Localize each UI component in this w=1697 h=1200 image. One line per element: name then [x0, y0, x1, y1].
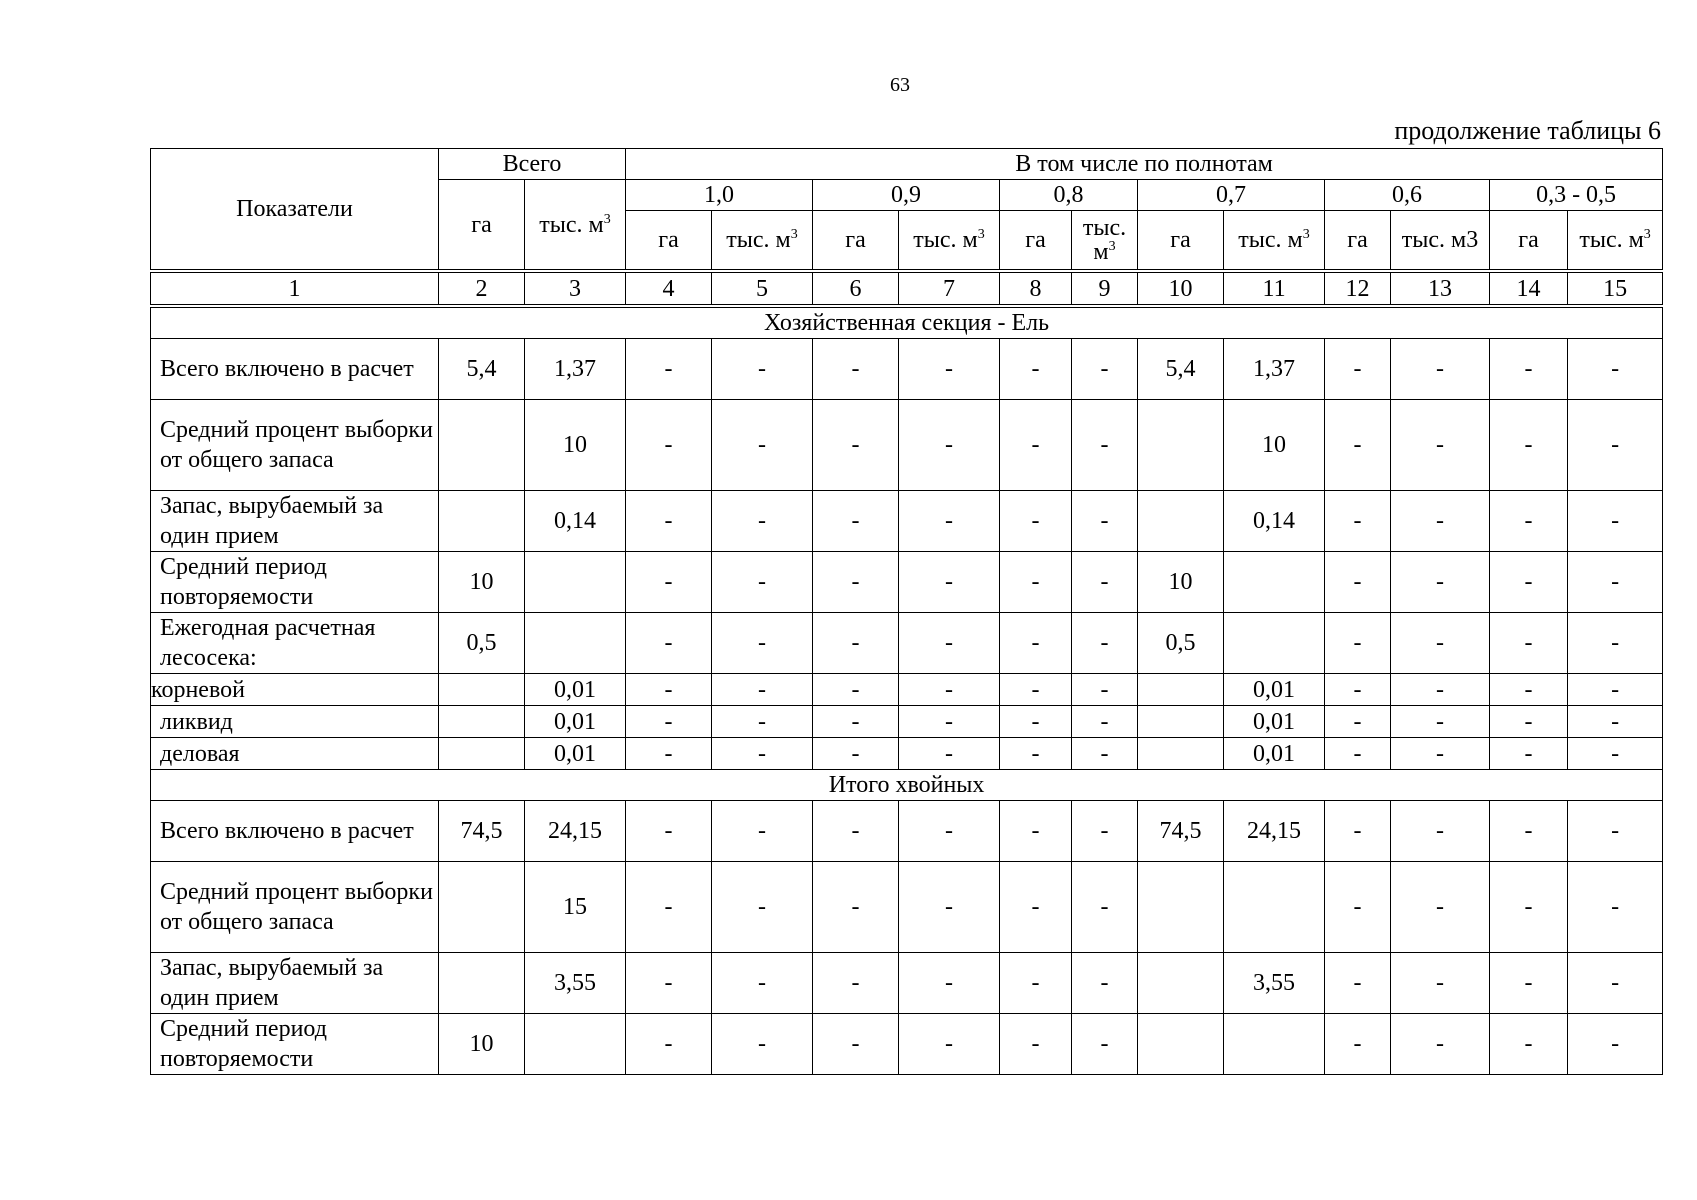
column-number-row [151, 271, 1663, 306]
unit-volume: тыс. $м^3$ [899, 211, 1000, 272]
row-label: Запас, вырубаемый за один прием [151, 953, 439, 1014]
row-label: Средний период повторяемости [151, 552, 439, 613]
table-cell: - [1568, 801, 1663, 862]
table-cell [439, 674, 525, 706]
unit-ha: га [1490, 211, 1568, 272]
table-cell: 10 [1138, 552, 1224, 613]
unit-volume-split: тыс. $м^3$ [1072, 211, 1138, 272]
table-cell: - [1490, 953, 1568, 1014]
table-row [151, 801, 1663, 862]
table-cell: 0,01 [525, 706, 626, 738]
table-cell: - [1072, 801, 1138, 862]
felling-table [150, 148, 1663, 1075]
table-cell: - [1325, 801, 1391, 862]
table-cell: - [1000, 738, 1072, 770]
table-cell: - [1490, 613, 1568, 674]
table-cell: - [712, 953, 813, 1014]
table-cell [439, 400, 525, 491]
table-cell: - [1391, 953, 1490, 1014]
table-cell: 15 [525, 862, 626, 953]
table-cell [525, 552, 626, 613]
unit-ha: га [1325, 211, 1391, 272]
table-cell: - [1490, 674, 1568, 706]
table-cell: - [1000, 613, 1072, 674]
table-cell: - [712, 339, 813, 400]
row-label: Всего включено в расчет [151, 339, 439, 400]
table-cell: 74,5 [439, 801, 525, 862]
table-row [151, 706, 1663, 738]
table-cell: - [1325, 339, 1391, 400]
table-cell: - [1490, 801, 1568, 862]
table-cell: - [899, 491, 1000, 552]
header-density-0-7: 0,7 [1138, 180, 1325, 211]
table-cell: - [899, 706, 1000, 738]
column-number: 1 [151, 271, 439, 306]
table-cell: - [813, 613, 899, 674]
row-label: Запас, вырубаемый за один прием [151, 491, 439, 552]
table-cell: - [712, 706, 813, 738]
table-cell: - [813, 862, 899, 953]
table-cell: - [1000, 1014, 1072, 1075]
column-number: 9 [1072, 271, 1138, 306]
table-cell: 5,4 [1138, 339, 1224, 400]
table-cell: - [626, 400, 712, 491]
table-cell: - [1325, 552, 1391, 613]
table-row [151, 738, 1663, 770]
table-cell: - [712, 738, 813, 770]
table-row [151, 674, 1663, 706]
header-density-0-9: 0,9 [813, 180, 1000, 211]
table-cell: - [1325, 1014, 1391, 1075]
section-title: Хозяйственная секция - Ель [151, 306, 1663, 339]
table-cell [1138, 491, 1224, 552]
table-cell: - [1568, 706, 1663, 738]
table-cell: - [1000, 491, 1072, 552]
table-cell: - [1568, 862, 1663, 953]
header-indicators: Показатели [151, 149, 439, 272]
table-cell: - [1072, 953, 1138, 1014]
row-label: Ежегодная расчетная лесосека: [151, 613, 439, 674]
header-total-volume: тыс. $м^3$ [525, 180, 626, 272]
row-label: Всего включено в расчет [151, 801, 439, 862]
column-number: 3 [525, 271, 626, 306]
table-cell: - [899, 552, 1000, 613]
table-cell: - [1568, 613, 1663, 674]
table-cell [439, 491, 525, 552]
table-cell: - [1391, 491, 1490, 552]
table-cell: - [712, 491, 813, 552]
table-cell: - [1391, 674, 1490, 706]
table-row [151, 613, 1663, 674]
table-cell: - [1568, 953, 1663, 1014]
table-cell: - [1490, 1014, 1568, 1075]
table-cell: - [1072, 491, 1138, 552]
table-cell: - [1072, 674, 1138, 706]
table-row [151, 953, 1663, 1014]
header-density-1-0: 1,0 [626, 180, 813, 211]
table-cell: 0,5 [439, 613, 525, 674]
table-cell: - [712, 862, 813, 953]
table-cell: - [813, 339, 899, 400]
row-label: ликвид [151, 706, 439, 738]
table-cell: - [1325, 953, 1391, 1014]
table-cell: - [626, 738, 712, 770]
table-row [151, 491, 1663, 552]
row-label: деловая [151, 738, 439, 770]
table-cell: 3,55 [1224, 953, 1325, 1014]
header-density-0-8: 0,8 [1000, 180, 1138, 211]
unit-volume-plain: тыс. м3 [1391, 211, 1490, 272]
table-cell: - [626, 1014, 712, 1075]
table-cell: - [1391, 400, 1490, 491]
table-cell: 0,5 [1138, 613, 1224, 674]
table-cell: - [712, 552, 813, 613]
table-cell: - [813, 552, 899, 613]
table-cell: - [813, 1014, 899, 1075]
table-cell: - [712, 801, 813, 862]
table-cell: - [899, 339, 1000, 400]
table-row [151, 339, 1663, 400]
table-cell: 10 [439, 552, 525, 613]
table-row [151, 1014, 1663, 1075]
table-cell: 24,15 [525, 801, 626, 862]
unit-ha: га [1000, 211, 1072, 272]
table-cell: 1,37 [525, 339, 626, 400]
table-cell: - [1568, 552, 1663, 613]
table-cell [1138, 674, 1224, 706]
table-cell: - [712, 674, 813, 706]
unit-volume: тыс. $м^3$ [712, 211, 813, 272]
table-cell: - [813, 400, 899, 491]
table-cell [1138, 738, 1224, 770]
table-cell: - [1391, 801, 1490, 862]
header-total: Всего [439, 149, 626, 180]
table-cell [1224, 552, 1325, 613]
column-number: 11 [1224, 271, 1325, 306]
table-cell: - [1072, 613, 1138, 674]
table-cell: - [1000, 801, 1072, 862]
table-cell: - [626, 491, 712, 552]
table-cell [1138, 862, 1224, 953]
table-cell: - [626, 862, 712, 953]
table-cell: - [1490, 706, 1568, 738]
table-cell: 5,4 [439, 339, 525, 400]
row-label: Средний процент выборки от общего запаса [151, 400, 439, 491]
column-number: 6 [813, 271, 899, 306]
table-cell: - [1568, 674, 1663, 706]
table-cell: - [626, 674, 712, 706]
unit-volume: тыс. $м^3$ [1224, 211, 1325, 272]
table-cell [1224, 862, 1325, 953]
row-label: Средний процент выборки от общего запаса [151, 862, 439, 953]
table-cell: - [1000, 552, 1072, 613]
table-cell: 10 [525, 400, 626, 491]
table-cell: 0,14 [525, 491, 626, 552]
table-cell: - [899, 613, 1000, 674]
table-cell: - [1325, 674, 1391, 706]
table-cell: - [1325, 706, 1391, 738]
header-density-0-3-0-5: 0,3 - 0,5 [1490, 180, 1663, 211]
table-cell [1224, 613, 1325, 674]
table-cell: - [1000, 862, 1072, 953]
table-cell [1138, 400, 1224, 491]
table-cell [525, 613, 626, 674]
row-label: Средний период повторяемости [151, 1014, 439, 1075]
page-number: 63 [890, 74, 910, 96]
table-cell [439, 953, 525, 1014]
table-cell: 0,01 [1224, 738, 1325, 770]
table-cell: - [813, 491, 899, 552]
table-cell: - [1000, 400, 1072, 491]
table-cell: - [1568, 339, 1663, 400]
table-cell: - [1568, 400, 1663, 491]
table-cell [525, 1014, 626, 1075]
table-cell: - [712, 1014, 813, 1075]
table-cell: - [1000, 674, 1072, 706]
column-number: 14 [1490, 271, 1568, 306]
table-cell: - [813, 801, 899, 862]
table-cell: - [1072, 400, 1138, 491]
table-cell: 0,01 [525, 674, 626, 706]
table-cell: - [1072, 552, 1138, 613]
table-cell: - [1391, 1014, 1490, 1075]
table-cell: 74,5 [1138, 801, 1224, 862]
column-number: 12 [1325, 271, 1391, 306]
header-density-0-6: 0,6 [1325, 180, 1490, 211]
table-cell [1138, 706, 1224, 738]
table-cell [1224, 1014, 1325, 1075]
column-number: 7 [899, 271, 1000, 306]
table-cell: - [1000, 339, 1072, 400]
column-number: 15 [1568, 271, 1663, 306]
unit-ha: га [1138, 211, 1224, 272]
table-cell: - [813, 706, 899, 738]
table-cell: 3,55 [525, 953, 626, 1014]
row-label: корневой [151, 674, 439, 706]
table-cell: - [626, 552, 712, 613]
table-cell: - [899, 801, 1000, 862]
table-cell: - [899, 862, 1000, 953]
table-cell [439, 738, 525, 770]
column-number: 2 [439, 271, 525, 306]
table-cell [439, 706, 525, 738]
unit-volume: тыс. $м^3$ [1568, 211, 1663, 272]
table-cell: - [626, 613, 712, 674]
table-cell: - [626, 953, 712, 1014]
table-cell: - [626, 801, 712, 862]
table-cell: - [1490, 862, 1568, 953]
table-cell: - [1072, 706, 1138, 738]
table-cell: - [1000, 706, 1072, 738]
table-cell: 24,15 [1224, 801, 1325, 862]
table-cell: - [899, 738, 1000, 770]
table-cell: - [1568, 1014, 1663, 1075]
table-cell: - [899, 1014, 1000, 1075]
table-cell: - [1072, 1014, 1138, 1075]
table-cell: - [1490, 400, 1568, 491]
table-cell: - [1325, 613, 1391, 674]
table-cell: - [1391, 613, 1490, 674]
table-cell: - [1325, 400, 1391, 491]
table-cell: - [1391, 738, 1490, 770]
table-cell: - [813, 674, 899, 706]
column-number: 4 [626, 271, 712, 306]
table-cell: - [1568, 491, 1663, 552]
header-total-ha: га [439, 180, 525, 272]
table-cell: - [1490, 339, 1568, 400]
table-cell: 10 [439, 1014, 525, 1075]
table-cell: 1,37 [1224, 339, 1325, 400]
unit-ha: га [813, 211, 899, 272]
table-cell: 0,01 [1224, 706, 1325, 738]
column-number: 13 [1391, 271, 1490, 306]
table-cell: - [1568, 738, 1663, 770]
table-cell: - [1490, 552, 1568, 613]
table-cell: - [1325, 738, 1391, 770]
table-cell: 0,14 [1224, 491, 1325, 552]
table-cell: - [899, 674, 1000, 706]
section-title: Итого хвойных [151, 770, 1663, 801]
column-number: 5 [712, 271, 813, 306]
table-cell: - [626, 706, 712, 738]
table-cell: - [712, 613, 813, 674]
table-cell: - [1325, 491, 1391, 552]
table-cell: 0,01 [525, 738, 626, 770]
table-cell: - [1325, 862, 1391, 953]
table-row [151, 552, 1663, 613]
table-row [151, 400, 1663, 491]
table-cell: - [1391, 706, 1490, 738]
table-cell: - [1072, 738, 1138, 770]
table-cell: - [1391, 552, 1490, 613]
table-cell [1138, 953, 1224, 1014]
table-cell: 10 [1224, 400, 1325, 491]
column-number: 10 [1138, 271, 1224, 306]
unit-ha: га [626, 211, 712, 272]
column-number: 8 [1000, 271, 1072, 306]
table-cell: - [626, 339, 712, 400]
table-cell: - [1490, 738, 1568, 770]
table-cell: - [1490, 491, 1568, 552]
table-cell [439, 862, 525, 953]
table-cell: - [899, 953, 1000, 1014]
table-cell: - [1072, 339, 1138, 400]
table-row [151, 862, 1663, 953]
table-cell [1138, 1014, 1224, 1075]
table-cell: - [813, 953, 899, 1014]
header-by-density: В том числе по полнотам [626, 149, 1663, 180]
table-cell: - [813, 738, 899, 770]
table-cell: 0,01 [1224, 674, 1325, 706]
table-cell: - [712, 400, 813, 491]
table-cell: - [899, 400, 1000, 491]
table-cell: - [1072, 862, 1138, 953]
table-cell: - [1391, 862, 1490, 953]
table-continuation-caption: продолжение таблицы 6 [1394, 116, 1661, 145]
table-cell: - [1000, 953, 1072, 1014]
table-cell: - [1391, 339, 1490, 400]
